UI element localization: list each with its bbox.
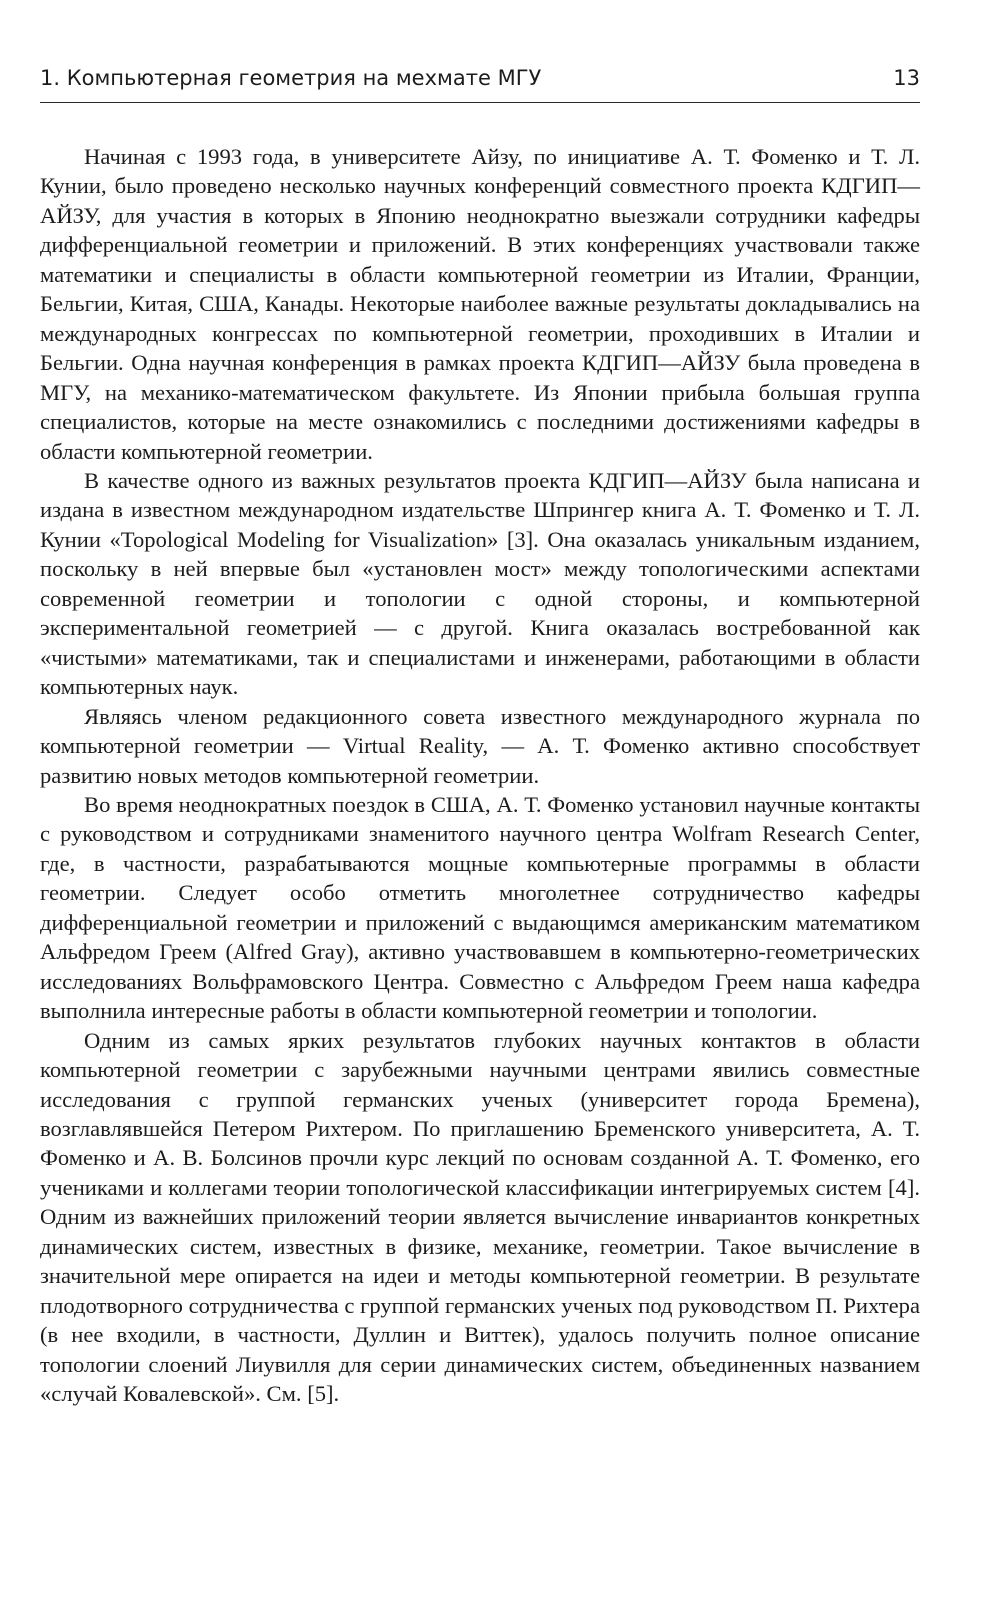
paragraph-springer-book: В качестве одного из важных результатов проекта КДГИП—АЙЗУ была написана и издана в известном международном издательстве Шпрингер книга А. Т. Фоменко и Т. Л. Кунии «Topological Modeling for Visualization» [3]. Она оказалась уникальным изданием, поскольку в ней впервые был «установлен мост» между топологическими аспектами современной геометрии и топологии с одной стороны, и компьютерной экспериментальной геометрией — с другой. Книга оказалась востребованной как «чистыми» математиками, так и специалистами и инженерами, работающими в области компьютерных наук. bbox=[40, 467, 920, 700]
running-title: 1. Компьютерная геометрия на мехмате МГУ bbox=[40, 66, 542, 90]
paragraph-virtual-reality: Являясь членом редакционного совета известного международного журнала по компьютерной геометрии — Virtual Reality, — А. Т. Фоменко активно способствует развитию новых методов компьютерной геометрии. bbox=[40, 703, 920, 788]
page-number: 13 bbox=[893, 66, 920, 90]
book-page bbox=[40, 0, 920, 1609]
paragraph-bremen-collaboration: Одним из самых ярких результатов глубоких научных контактов в области компьютерной геометрии с зарубежными научными центрами явились совместные исследования с группой германских ученых (университет города Бремена), возглавлявшейся Петером Рихтером. По приглашению Бременского университета, А. Т. Фоменко и А. В. Болсинов прочли курс лекций по основам созданной А. Т. Фоменко, его учениками и коллегами теории топологической классификации интегрируемых систем [4]. Одним из важнейших приложений теории является вычисление инвариантов конкретных динамических систем, известных в физике, механике, геометрии. Такое вычисление в значительной мере опирается на идеи и методы компьютерной геометрии. В результате плодотворного сотрудничества с группой германских ученых под руководством П. Рихтера (в нее входили, в частности, Дуллин и Виттек), удалось получить полное описание топологии слоений Лиувилля для серии динамических систем, объединенных названием «случай Ковалевской». См. [5]. bbox=[40, 1027, 920, 1407]
paragraph-wolfram-research: Во время неоднократных поездок в США, А. Т. Фоменко установил научные контакты с руководством и сотрудниками знаменитого научного центра Wolfram Research Center, где, в частности, разрабатываются мощные компьютерные программы в области геометрии. Следует особо отметить многолетнее сотрудничество кафедры дифференциальной геометрии и приложений с выдающимся американским математиком Альфредом Греем (Alfred Gray), активно участвовавшем в компьютерно-геометрических исследованиях Вольфрамовского Центра. Совместно с Альфредом Греем наша кафедра выполнила интересные работы в области компьютерной геометрии и топологии. bbox=[40, 791, 920, 1024]
paragraph-aizu-conferences: Начиная с 1993 года, в университете Айзу, по инициативе А. Т. Фоменко и Т. Л. Кунии, было проведено несколько научных конференций совместного проекта КДГИП—АЙЗУ, для участия в которых в Японию неоднократно выезжали сотрудники кафедры дифференциальной геометрии и приложений. В этих конференциях участвовали также математики и специалисты в области компьютерной геометрии из Италии, Франции, Бельгии, Китая, США, Канады. Некоторые наиболее важные результаты докладывались на международных конгрессах по компьютерной геометрии, проходивших в Италии и Бельгии. Одна научная конференция в рамках проекта КДГИП—АЙЗУ была проведена в МГУ, на механико-математическом факультете. Из Японии прибыла большая группа специалистов, которые на месте ознакомились с последними достижениями кафедры в области компьютерной геометрии. bbox=[40, 144, 920, 464]
body-text bbox=[40, 142, 920, 1408]
running-header bbox=[40, 58, 920, 103]
